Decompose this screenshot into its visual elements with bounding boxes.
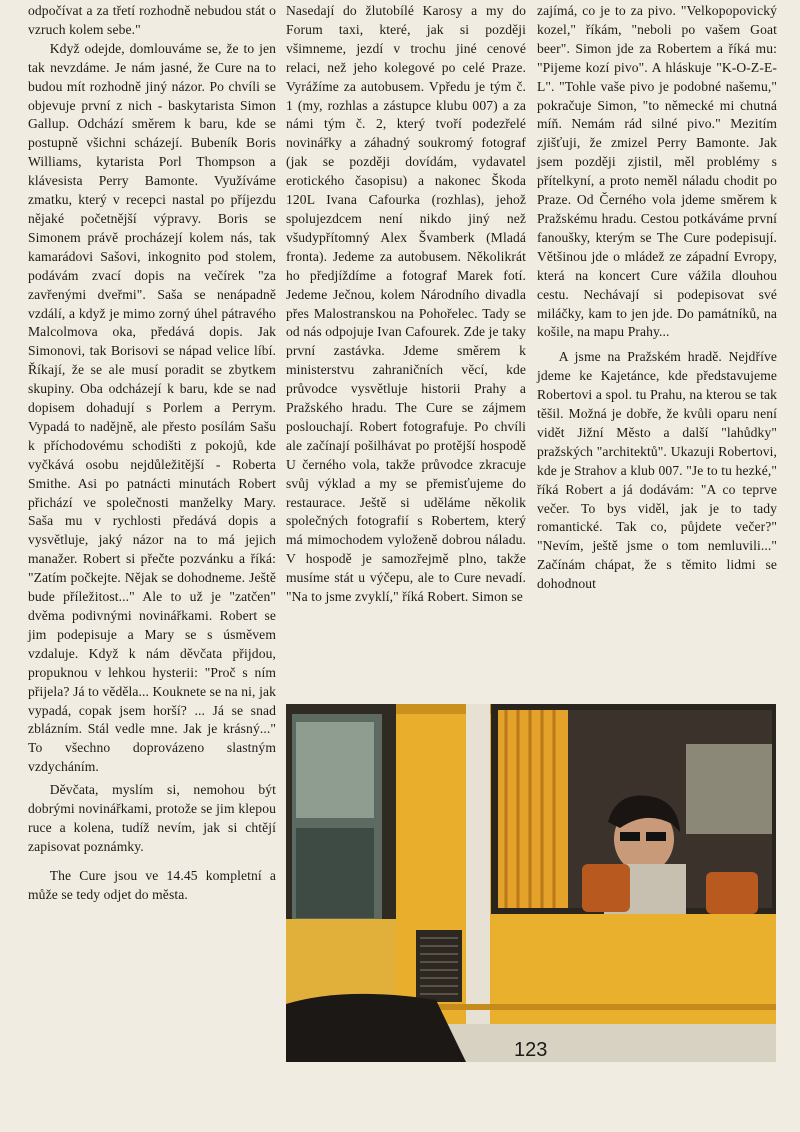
paragraph: Děvčata, myslím si, nemohou být dobrými novinářkami, protože se jim klepou ruce a kolena, tudíž nevím, jak si chtějí zapisovat poznámky.: [28, 782, 276, 854]
paragraph: Nasedají do žlutobílé Karosy a my do Forum taxi, které, jak si později všimneme, jezdí v trochu jiné cenové relaci, než jeho kolegové po celé Praze. Vyrážíme za autobusem. Vpředu je tým č. 1 (my, rozhlas a zástupce klubu 007) a za námi tým č. 2, který tvoří podezřelé novinářky a záhadný soukromý fotograf (jak se později dovídám, vydavatel erotického časopisu) a nakonec Škoda 120L Ivana Cafourka (rozhlas), jehož spolujezdcem není nikdo jiný než všudypřítomný Alex Švamberk (Mladá fronta). Jedeme za autobusem. Několikrát ho předjíždíme a fotograf Marek fotí. Jedeme Ječnou, kolem Národního divadla přes Malostranskou na Pohořelec. Tady se od nás odpojuje Ivan Cafourek. Zde je taky první zastávka. Jdeme směrem k ministerstvu zahraničních věcí, kde průvodce vysvětluje historii Prahy a Pražského hradu. The Cure se zájmem poslouchají. Robert fotografuje. Po chvíli ale začínají pošilhávat po protější hospodě U černého vola, takže průvodce zkracuje svůj výklad a my se přemisťujeme do restaurace. Ještě si uděláme několik společných fotografií s Robertem, který má mimochodem vyloženě dobrou náladu. V hospodě je samozřejmě plno, takže musíme stát u výčepu, ale to Cure nevadí. "Na to jsme zvyklí," říká Robert. Simon se: [286, 3, 526, 605]
bus-photo-illustration: [286, 704, 776, 1062]
bus-photo: [286, 704, 776, 1062]
paragraph: odpočívat a za třetí rozhodně nebudou stát o vzruch kolem sebe.": [28, 3, 276, 37]
text-column-3: [537, 2, 777, 594]
text-column-1: [28, 2, 276, 905]
paragraph: A jsme na Pražském hradě. Nejdříve jdeme ke Kajetánce, kde představujeme Robertovi a spol. tu Prahu, na kterou se tak těšil. Možná je dobře, že kvůli oparu není vidět Jižní Město a další "lahůdky" pražských "architektů". Ukazuji Robertovi, kde je Strahov a klub 007. "Je to tu hezké," říká Robert a já dodávám: "A co teprve večer. To bys viděl, jak je to tady romantické. Tak co, půjdete večer?" "Nevím, ještě jsme o tom nemluvili..." Začínám chápat, že s těmito lidmi se dohodnout: [537, 349, 777, 592]
text-column-2: [286, 2, 526, 607]
paragraph: The Cure jsou ve 14.45 kompletní a může se tedy odjet do města.: [28, 867, 276, 902]
paragraph: Když odejde, domlouváme se, že to jen tak nevzdáme. Je nám jasné, že Cure na to budou mít rozhodně jiný názor. Po chvíli se objevuje první z nich - baskytarista Simon Gallup. Odchází směrem k baru, kde se postupně všichni scházejí. Bubeník Boris Williams, kytarista Porl Thompson a klávesista Perry Bamonte. Využíváme zmatku, který v recepci nastal po příjezdu nějaké početnější výpravy. Boris se Simonem právě procházejí kolem nás, tak kamarádovi Sašovi, inkognito pod stolem, podávám zvací dopis na večírek "za zavřenými dveřmi". Saša se nenápadně vzdálí, a když je mimo zorný úhel pátravého Malcolmova oka, předává dopis. Jak Simonovi, tak Borisovi se nápad velice líbí. Říkají, že se ale musí poradit se zbytkem skupiny. Oba odcházejí k baru, kde se nad dopisem dohadují s Porlem a Perrym. Vypadá to nadějně, ale přesto posílám Sašu k příchodovému schodišti z pokojů, kde vyčkává osobu nejdůležitější - Roberta Smithe. Asi po patnácti minutách Robert přichází ve společnosti manželky Mary. Saša mu v rychlosti předává dopis a vysvětluje, jaký názor na to má jejich manažer. Robert si přečte pozvánku a říká: "Zatím počkejte. Nějak se dohodneme. Ještě bude příležitost..." Ale to už je "zatčen" dvěma podivnými novinářkami. Robert se jim podepisuje a Mary se s úsměvem vzdaluje. Když k nám děvčata přijdou, propuknou v lehkou hysterii: "Proč s ním přijela? Já to věděla... Kouknete se na ni, jak vypadá, copak jsem horší? ... Já se snad zblázním. Stál vedle mne. Jak je krásný..." To všechno doprovázeno slastným vzdycháním.: [28, 40, 276, 775]
bus-number: 123: [514, 1039, 548, 1061]
paragraph: zajímá, co je to za pivo. "Velkopopovický kozel," říkám, "neboli po vašem Goat beer". Simon jde za Robertem a říká mu: "Pijeme kozí pivo". A hláskuje "K-O-Z-E-L". "Tohle vaše pivo je podobné našemu," pokračuje Simon, "to německé mi chutná míň. Nemám rád silné pivo." Mezitím zjišťuji, že zmizel Perry Bamonte. Jak jsem později zjistil, měl problémy s přítelkyní, a proto neměl náladu chodit po Praze. Od Černého vola jdeme směrem k Pražskému hradu. Cestou potkáváme první fanoušky, kterým se The Cure podepisují. Většinou jde o mládež ze západní Evropy, která na koncert Cure vážila dlouhou cestu. Nechávají si podepisovat své miláčky, kam to jen jde. Do památníků, na košile, na mapu Prahy...: [537, 3, 777, 340]
